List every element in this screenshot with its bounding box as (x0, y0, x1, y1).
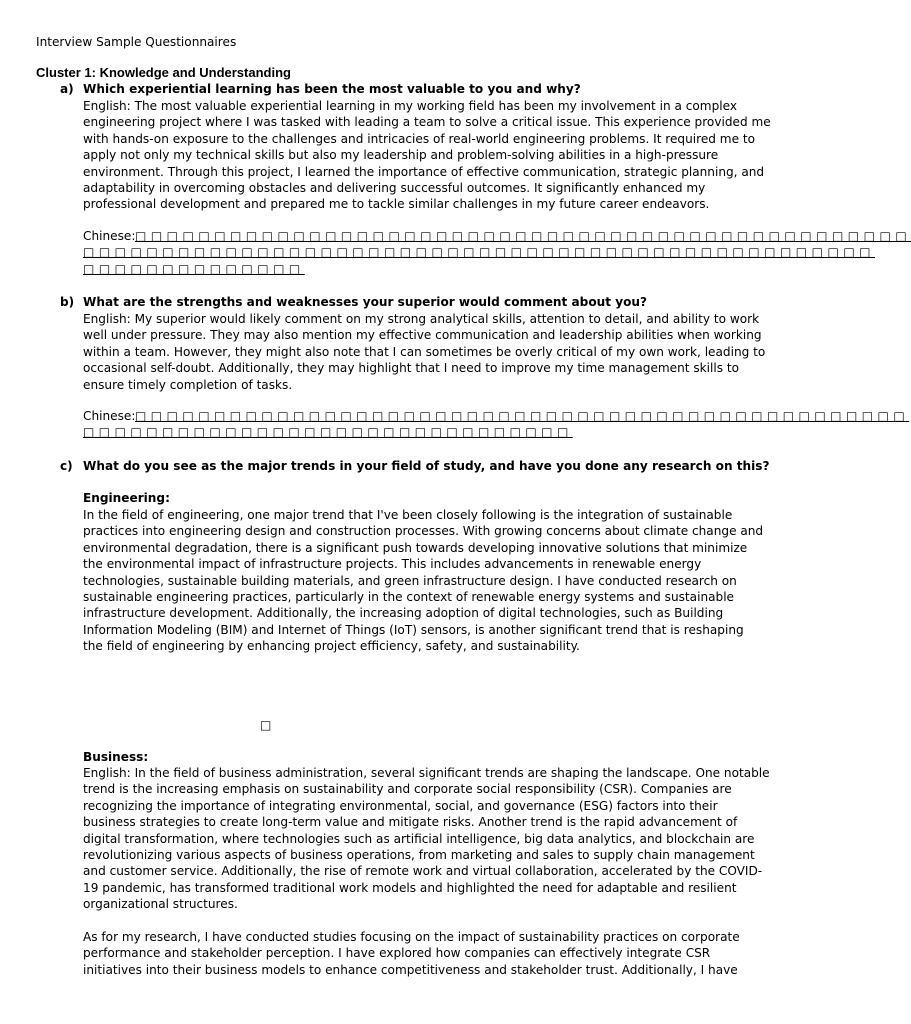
chinese-glyph-line: □□□□□□□□□□□□□□□□□□□□□□□□□□□□□□□□□□□□□□□□□□□□□□□□□ (135, 409, 910, 423)
document-title: Interview Sample Questionnaires (36, 35, 237, 49)
business-heading: Business: (83, 750, 149, 764)
answer-line: sustainable engineering practices, particularly in the context of renewable energy systems and sustainable (83, 590, 734, 604)
answer-line: infrastructure development. Additionally, the increasing adoption of digital technologies, such as Building (83, 606, 724, 621)
answer-line: 19 pandemic, has transformed traditional work models and highlighted the need for adaptable and resilient (83, 880, 737, 895)
engineering-heading: Engineering: (83, 491, 170, 505)
answer-line: ensure timely completion of tasks. (83, 377, 293, 392)
answer-line: environment. Through this project, I learned the importance of effective communication, strategic planning, and (83, 164, 765, 179)
answer-line: initiatives into their business models to enhance competitiveness and stakeholder trust. Additionally, I have (83, 962, 738, 977)
chinese-glyph-line: □□□□□□□□□□□□□□□□□□□□□□□□□□□□□□□□□□□□□□□□□□□□□□□□□ (135, 229, 911, 243)
question-b-text: What are the strengths and weaknesses your superior would comment about you? (83, 295, 648, 309)
chinese-glyph-line: □□□□□□□□□□□□□□ (83, 261, 305, 276)
cluster-heading: Cluster 1: Knowledge and Understanding (36, 65, 291, 80)
answer-line: occasional self-doubt. Additionally, they may highlight that I need to improve my time management skills to (83, 361, 740, 376)
question-b-chinese-label: Chinese: (83, 409, 136, 423)
answer-line: English: In the field of business administration, several significant trends are shaping the landscape. One notable (83, 766, 770, 780)
answer-line: organizational structures. (83, 897, 238, 912)
question-a-text: Which experiential learning has been the most valuable to you and why? (83, 82, 581, 96)
answer-line: engineering project where I was tasked with leading a team to solve a critical issue. This experience provided me (83, 115, 771, 130)
answer-line: English: The most valuable experiential learning in my working field has been my involvement in a complex (83, 99, 738, 113)
answer-line: trend is the increasing emphasis on sustainability and corporate social responsibility (CSR). Companies are (83, 782, 732, 797)
question-a-chinese-label: Chinese: (83, 229, 136, 243)
chinese-glyph-line: □□□□□□□□□□□□□□□□□□□□□□□□□□□□□□□ (83, 425, 573, 440)
answer-line: adaptability in overcoming obstacles and delivering successful outcomes. It significantly enhanced my (83, 181, 706, 195)
question-a-label: a) (60, 82, 74, 96)
answer-line: with hands-on exposure to the challenges and intricacies of real-world engineering problems. It required me to (83, 131, 756, 146)
answer-line: practices into engineering design and construction processes. With growing concerns about climate change and (83, 524, 764, 539)
answer-line: technologies, sustainable building materials, and green infrastructure design. I have conducted research on (83, 573, 737, 588)
question-c-label: c) (60, 459, 73, 473)
answer-line: professional development and prepared me to tackle similar challenges in my future career endeavors. (83, 197, 710, 212)
answer-line: and customer service. Additionally, the rise of remote work and virtual collaboration, accelerated by the COVID- (83, 864, 763, 879)
placeholder-glyph: □ (260, 718, 272, 732)
answer-line: business strategies to create long-term value and mitigate risks. Another trend is the rapid advancement of (83, 815, 738, 830)
answer-line: recognizing the importance of integrating environmental, social, and governance (ESG) factors into their (83, 798, 718, 813)
answer-line: performance and stakeholder perception. I have explored how companies can effectively integrate CSR (83, 946, 711, 961)
answer-line: the environmental impact of infrastructure projects. This includes advancements in renewable energy (83, 557, 702, 572)
question-c-text: What do you see as the major trends in your field of study, and have you done any research on this? (83, 459, 770, 473)
answer-line: revolutionizing various aspects of business operations, from marketing and sales to supply chain management (83, 848, 755, 862)
question-b-label: b) (60, 295, 75, 309)
answer-line: environmental degradation, there is a significant push towards developing innovative solutions that minimize (83, 540, 748, 555)
answer-line: English: My superior would likely comment on my strong analytical skills, attention to detail, and ability to work (83, 312, 760, 326)
answer-line: within a team. However, they might also note that I can sometimes be overly critical of my own work, leading to (83, 344, 766, 359)
answer-line: In the field of engineering, one major trend that I've been closely following is the integration of sustainable (83, 508, 733, 522)
answer-line: digital transformation, where technologies such as artificial intelligence, big data analytics, and blockchain are (83, 831, 755, 846)
answer-line: apply not only my technical skills but also my leadership and problem-solving abilities in a high-pressure (83, 148, 719, 163)
answer-line: the field of engineering by enhancing project efficiency, safety, and sustainability. (83, 639, 580, 654)
answer-line: As for my research, I have conducted studies focusing on the impact of sustainability practices on corporate (83, 930, 740, 944)
chinese-glyph-line: □□□□□□□□□□□□□□□□□□□□□□□□□□□□□□□□□□□□□□□□□□□□□□□□□□ (83, 245, 875, 260)
answer-line: Information Modeling (BIM) and Internet of Things (IoT) sensors, is another significant trend that is reshaping (83, 622, 744, 637)
answer-line: well under pressure. They may also mention my effective communication and leadership abilities when working (83, 328, 762, 343)
